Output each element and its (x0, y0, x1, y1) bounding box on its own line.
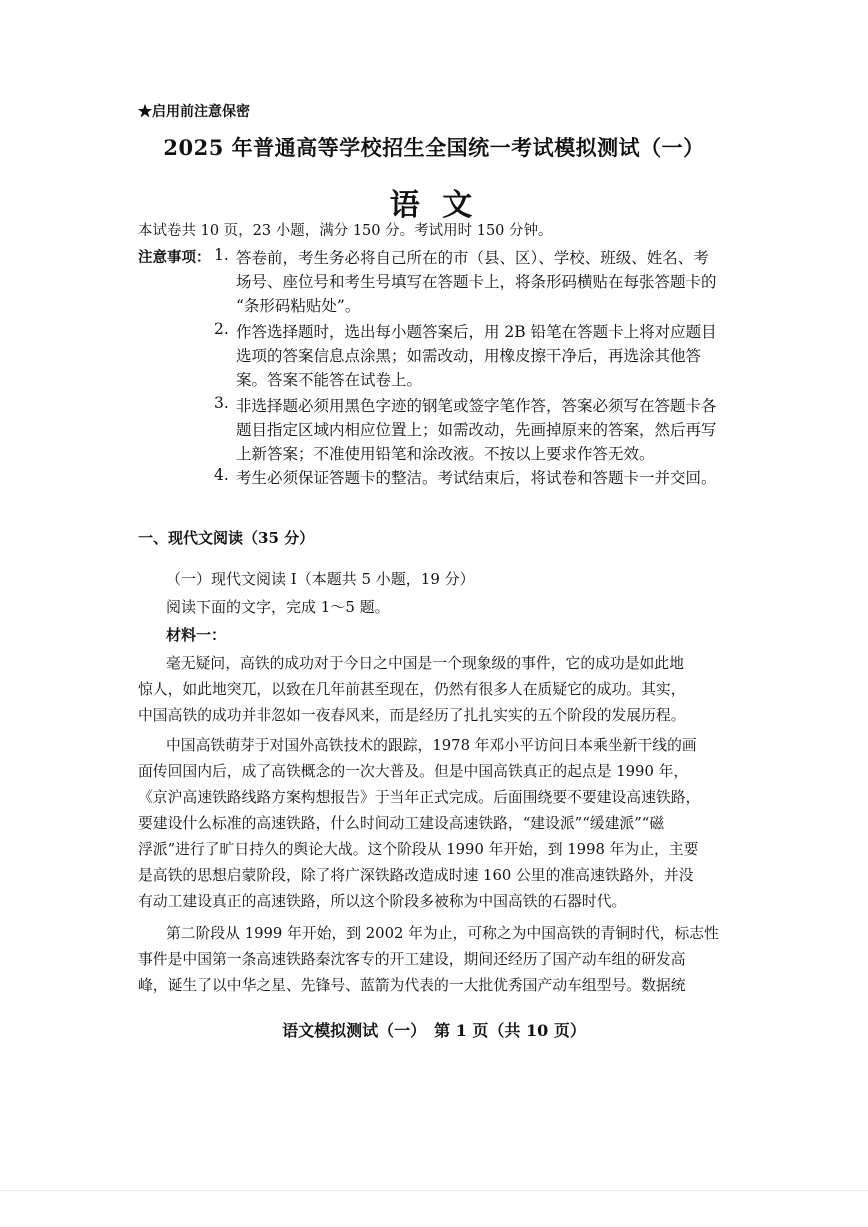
body-line: 毫无疑问，高铁的成功对于今日之中国是一个现象级的事件，它的成功是如此地 (166, 655, 684, 672)
notice-item-line: 非选择题必须用黑色字迹的钢笔或签字笔作答，答案必须写在答题卡各 (236, 397, 717, 415)
confidential-mark: ★启用前注意保密 (138, 104, 250, 120)
notice-item-number: 4. (214, 466, 229, 484)
body-line: 要建设什么标准的高速铁路，什么时间动工建设高速铁路，“建设派”“缓建派”“磁 (138, 815, 665, 832)
section-heading: 一、现代文阅读（35 分） (138, 529, 315, 547)
body-line: 中国高铁的成功并非忽如一夜春风来，而是经历了扎扎实实的五个阶段的发展历程。 (138, 707, 686, 724)
page-footer: 语文模拟测试（一） 第 1 页（共 10 页） (282, 1021, 586, 1040)
body-line: 浮派”进行了旷日持久的舆论大战。这个阶段从 1990 年开始，到 1998 年为止，主要 (138, 841, 699, 858)
exam-intro: 本试卷共 10 页，23 小题，满分 150 分。考试用时 150 分钟。 (138, 223, 553, 239)
notice-item-line: 考生必须保证答题卡的整洁。考试结束后，将试卷和答题卡一并交回。 (236, 469, 717, 487)
body-line: 事件是中国第一条高速铁路秦沈客专的开工建设，期间还经历了国产动车组的研发高 (138, 951, 686, 968)
notice-item-line: 上新答案；不准使用铅笔和涂改液。不按以上要求作答无效。 (236, 445, 655, 463)
body-line: 面传回国内后，成了高铁概念的一次大普及。但是中国高铁真正的起点是 1990 年， (138, 763, 689, 780)
notice-item-line: “条形码粘贴处”。 (236, 297, 361, 315)
body-line: 第二阶段从 1999 年开始，到 2002 年为止，可称之为中国高铁的青铜时代，标志性 (166, 925, 719, 942)
notice-item-line: 选项的答案信息点涂黑；如需改动，用橡皮擦干净后，再选涂其他答 (236, 347, 702, 365)
notice-item-number: 3. (214, 394, 229, 412)
notice-item-number: 1. (214, 246, 229, 264)
notice-item-line: 案。答案不能答在试卷上。 (236, 371, 423, 389)
exam-title: 2025 年普通高等学校招生全国统一考试模拟测试（一） (163, 135, 705, 160)
reading-instruction: 阅读下面的文字，完成 1～5 题。 (166, 598, 390, 616)
body-line: 中国高铁萌芽于对国外高铁技术的跟踪，1978 年邓小平访问日本乘坐新干线的画 (166, 737, 697, 754)
body-line: 惊人，如此地突兀，以致在几年前甚至现在，仍然有很多人在质疑它的成功。其实， (138, 681, 686, 698)
subject-title: 语 文 (389, 188, 479, 223)
notice-item-line: 题目指定区域内相应位置上；如需改动，先画掉原来的答案，然后再写 (236, 421, 717, 439)
notice-item-line: 答卷前，考生务必将自己所在的市（县、区）、学校、班级、姓名、考 (236, 249, 709, 267)
notice-item-number: 2. (214, 320, 229, 338)
notice-item-line: 作答选择题时，选出每小题答案后，用 2B 铅笔在答题卡上将对应题目 (236, 323, 717, 341)
body-line: 是高铁的思想启蒙阶段，除了将广深铁路改造成时速 160 公里的准高速铁路外，并没 (138, 867, 694, 884)
notice-item-line: 场号、座位号和考生号填写在答题卡上，将条形码横贴在每张答题卡的 (236, 273, 717, 291)
notice-label: 注意事项： (138, 249, 211, 266)
material-label: 材料一： (166, 626, 227, 644)
scan-edge-divider (0, 1190, 868, 1191)
body-line: 《京沪高速铁路线路方案构想报告》于当年正式完成。后面围绕要不要建设高速铁路， (138, 789, 701, 806)
body-line: 有动工建设真正的高速铁路，所以这个阶段多被称为中国高铁的石器时代。 (138, 893, 627, 910)
body-line: 峰，诞生了以中华之星、先锋号、蓝箭为代表的一大批优秀国产动车组型号。数据统 (138, 977, 686, 994)
sub-section-heading: （一）现代文阅读 I（本题共 5 小题，19 分） (166, 570, 475, 588)
